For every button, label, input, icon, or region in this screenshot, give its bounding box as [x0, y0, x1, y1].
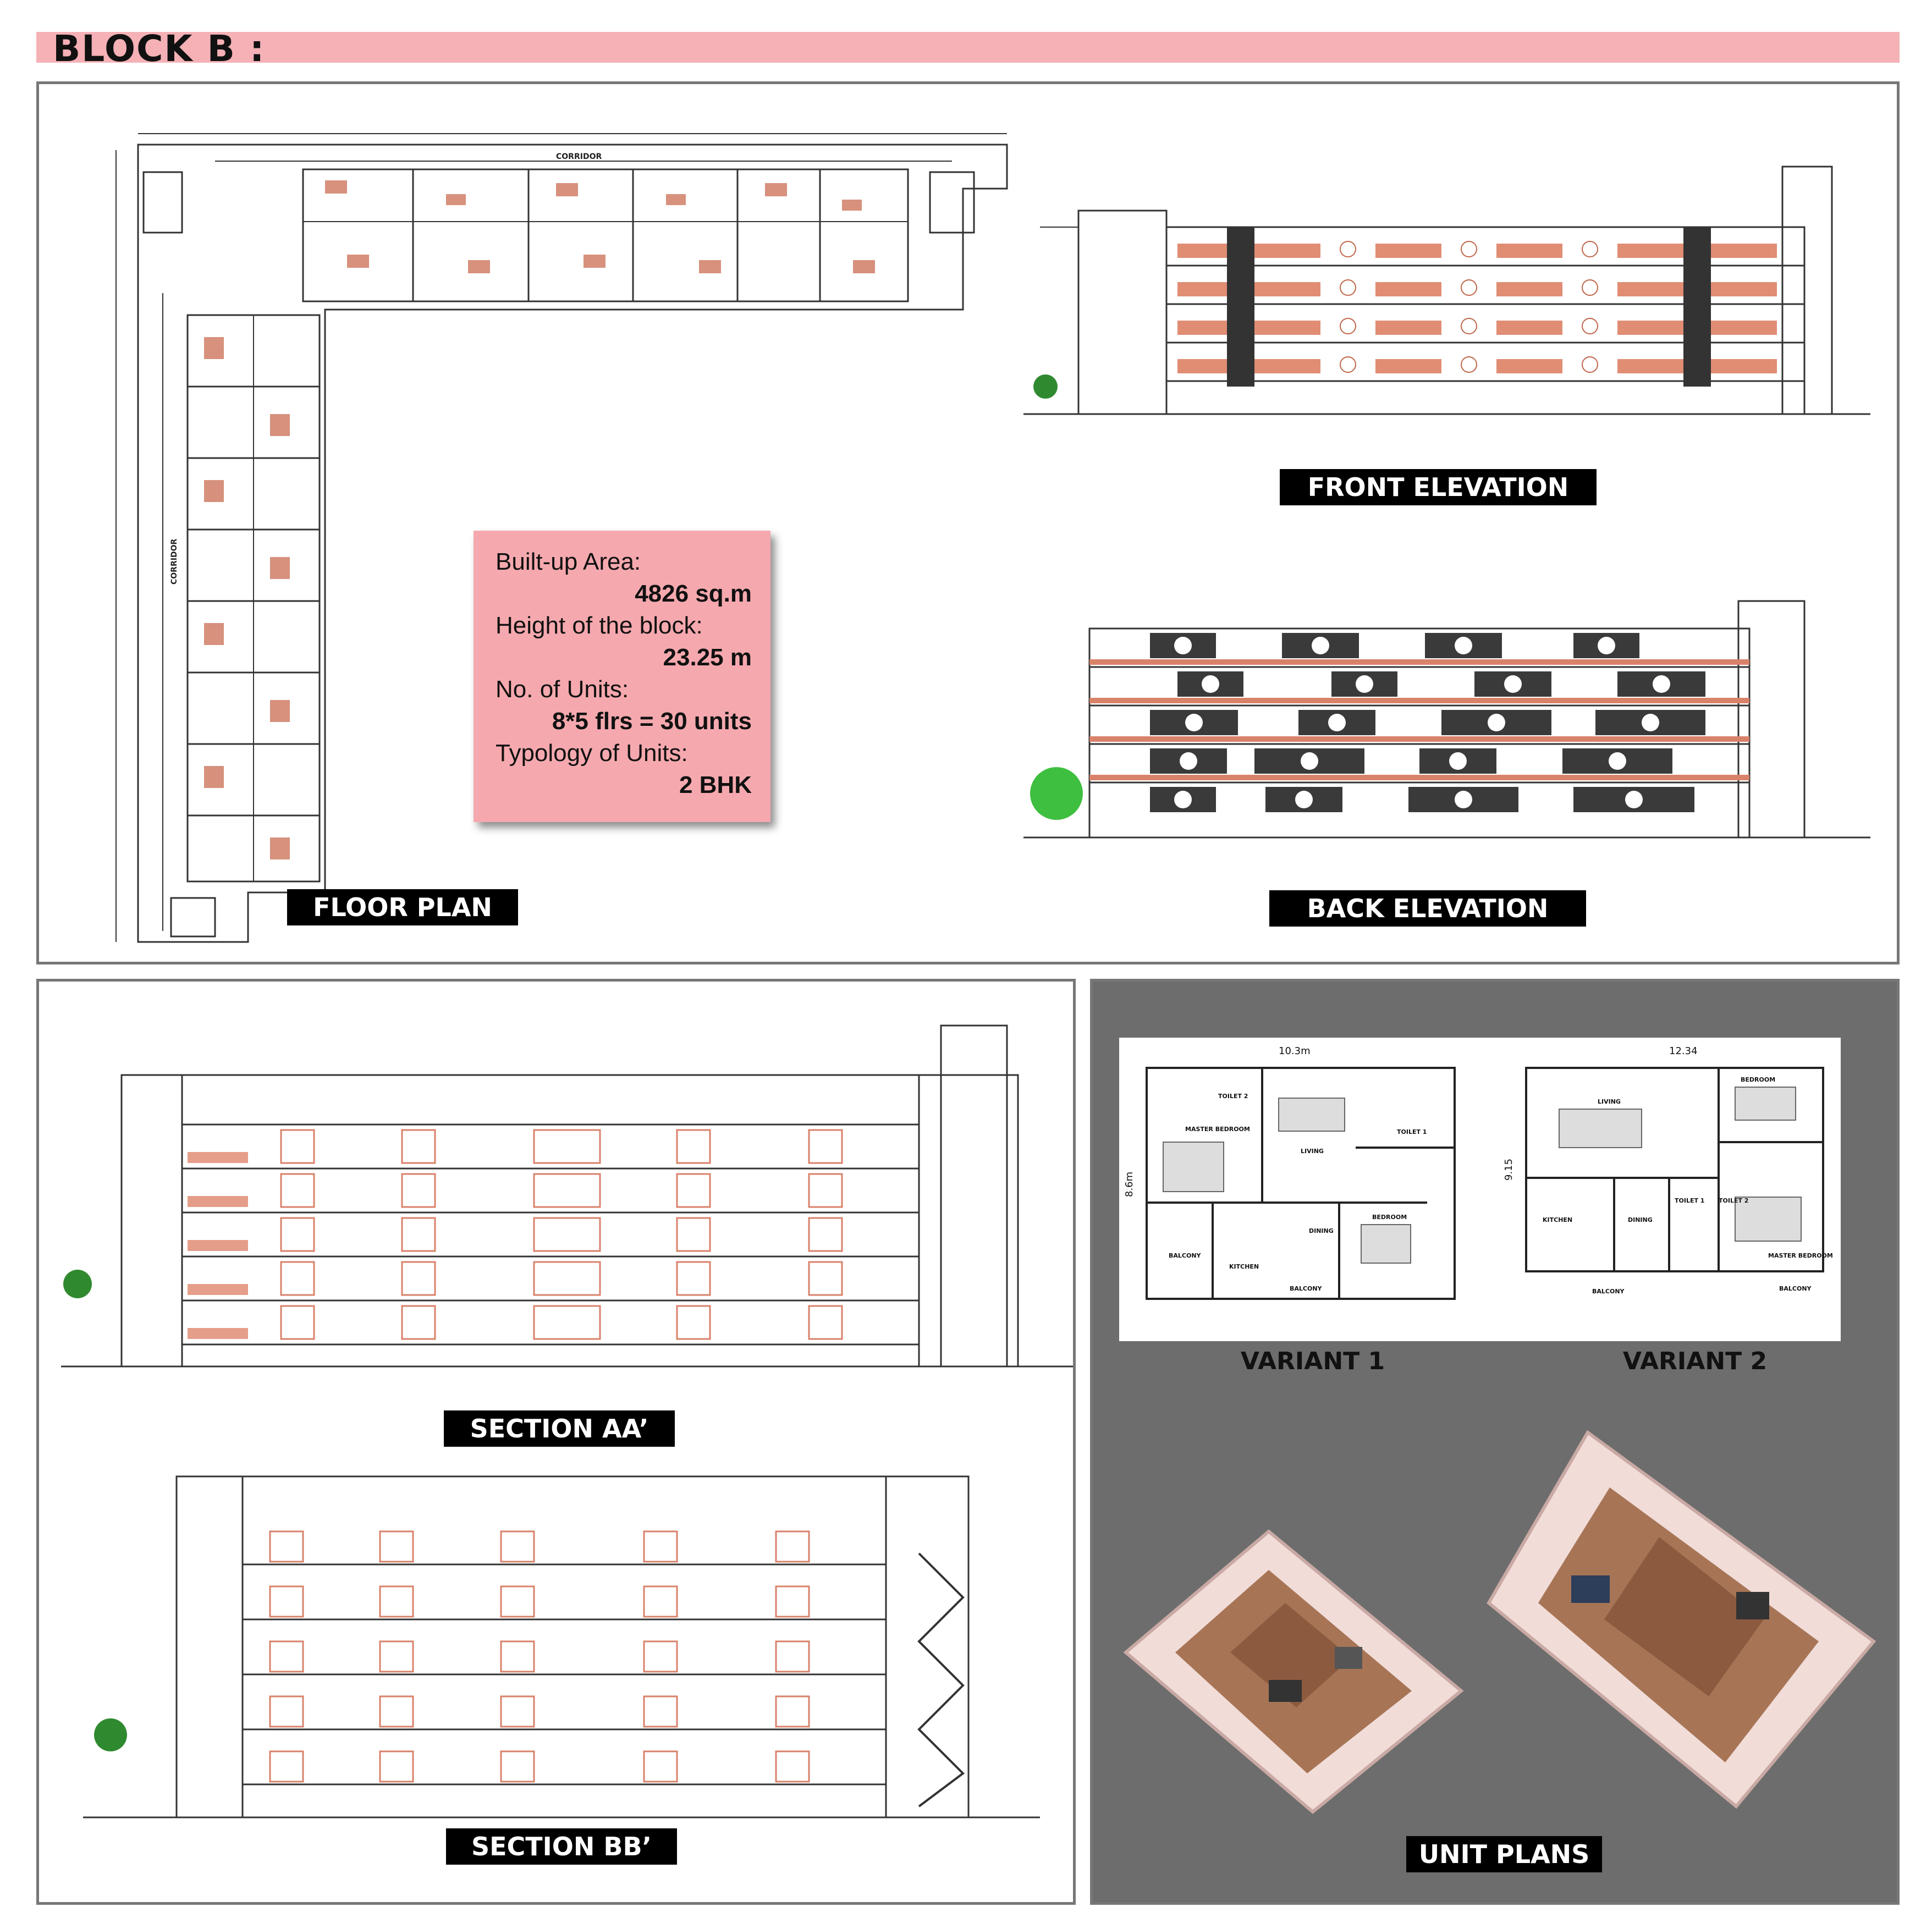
title-bar [36, 32, 1900, 63]
v1-height-label: 8.6m [1124, 1171, 1135, 1197]
section-bb-label: SECTION BB’ [446, 1828, 677, 1865]
unit-plans-label: UNIT PLANS [1406, 1836, 1602, 1872]
corridor-top-label: CORRIDOR [556, 152, 602, 161]
back-elevation-drawing [1023, 563, 1870, 870]
v1-room-toilet1: TOILET 1 [1397, 1128, 1427, 1136]
back-elevation-label: BACK ELEVATION [1269, 890, 1586, 927]
section-aa-drawing [61, 1020, 1073, 1405]
v2-width-label: 12.34 [1669, 1045, 1698, 1057]
typology-value: 2 BHK [679, 771, 752, 798]
v2-room-master-bedroom: MASTER BEDROOM [1768, 1252, 1833, 1259]
v1-room-balcony-2: BALCONY [1290, 1285, 1322, 1292]
corridor-side-label: CORRIDOR [170, 538, 179, 585]
v2-room-dining: DINING [1628, 1216, 1653, 1223]
v1-room-living: LIVING [1301, 1148, 1324, 1155]
v1-room-bedroom: BEDROOM [1372, 1214, 1407, 1221]
built-up-value: 4826 sq.m [635, 580, 752, 607]
front-elevation-label: FRONT ELEVATION [1280, 469, 1597, 505]
sections-panel [36, 979, 1076, 1905]
v2-room-balcony-1: BALCONY [1592, 1288, 1625, 1295]
unit-plan-sheet [1119, 1038, 1841, 1341]
v2-room-living: LIVING [1598, 1098, 1621, 1105]
v2-room-toilet1: TOILET 1 [1675, 1197, 1705, 1204]
v1-width-label: 10.3m [1279, 1045, 1311, 1057]
variant-2-label: VARIANT 2 [1622, 1347, 1768, 1375]
unit-3d-render-variant-1 [1104, 1509, 1478, 1817]
top-panel [36, 81, 1900, 964]
v1-room-master-bedroom: MASTER BEDROOM [1185, 1126, 1250, 1133]
built-up-label: Built-up Area: [496, 548, 641, 575]
v1-room-toilet2: TOILET 2 [1218, 1093, 1248, 1100]
units-value: 8*5 flrs = 30 units [552, 708, 752, 735]
v2-room-kitchen: KITCHEN [1543, 1216, 1573, 1223]
v2-room-bedroom: BEDROOM [1741, 1076, 1776, 1083]
height-value: 23.25 m [663, 644, 752, 671]
floor-plan-label: FLOOR PLAN [287, 889, 518, 925]
front-elevation-drawing [1023, 128, 1870, 436]
section-bb-drawing [61, 1465, 1073, 1839]
v1-room-balcony-1: BALCONY [1169, 1252, 1201, 1259]
units-label: No. of Units: [496, 676, 629, 703]
variant-1-label: VARIANT 1 [1240, 1347, 1385, 1375]
block-info-box [474, 531, 770, 822]
unit-3d-render-variant-2 [1478, 1410, 1896, 1817]
v2-height-label: 9.15 [1503, 1158, 1515, 1181]
v1-room-dining: DINING [1309, 1227, 1334, 1234]
section-aa-label: SECTION AA’ [444, 1410, 675, 1447]
height-label: Height of the block: [496, 612, 703, 639]
v2-room-toilet2: TOILET 2 [1719, 1197, 1749, 1204]
page-title: BLOCK B : [53, 27, 266, 70]
v1-room-kitchen: KITCHEN [1229, 1263, 1259, 1270]
unit-plans-panel [1090, 979, 1900, 1905]
v2-room-balcony-2: BALCONY [1779, 1285, 1812, 1292]
typology-label: Typology of Units: [496, 740, 688, 767]
